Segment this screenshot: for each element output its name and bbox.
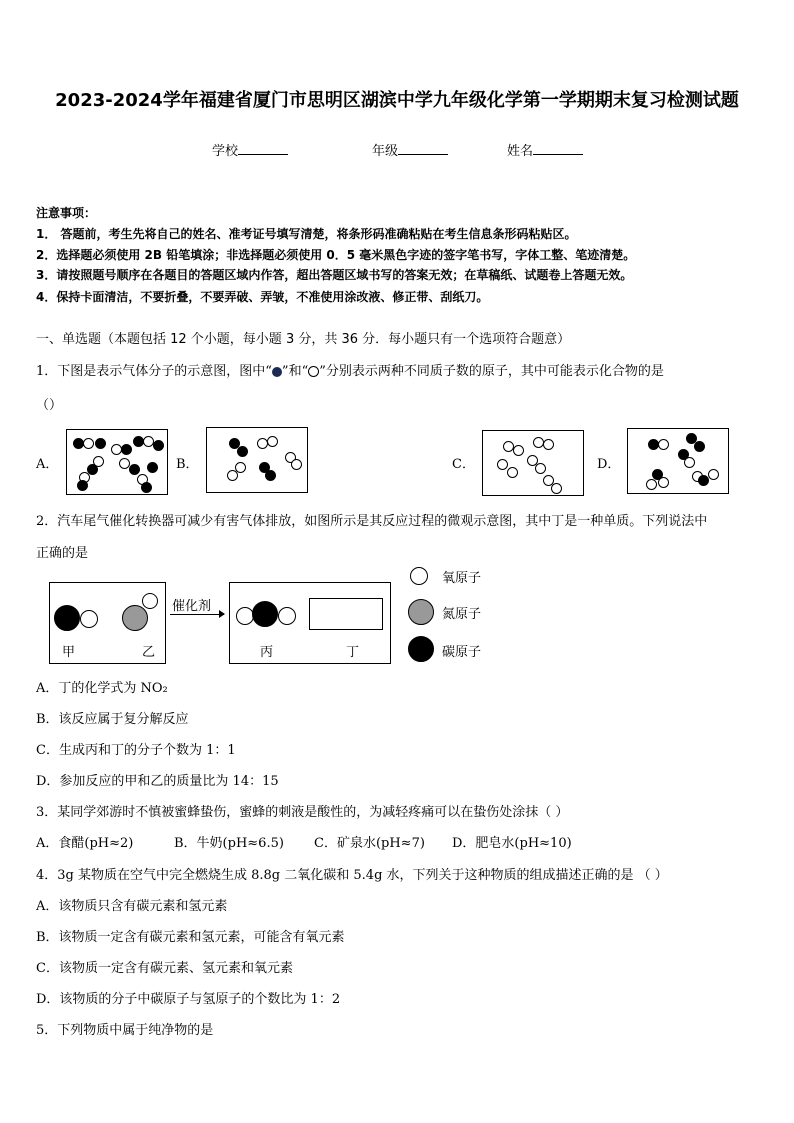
q1-stem-b: ”和“: [281, 364, 309, 379]
legend-nitrogen-label: 氮原子: [442, 607, 482, 622]
atom: [658, 439, 669, 450]
q2-stem-line1: 2．汽车尾气催化转换器可减少有害气体排放，如图所示是其反应过程的微观示意图，其中丁是一种单质。下列说法中: [36, 514, 708, 529]
q2-option-d: D．参加反应的甲和乙的质量比为 14：15: [36, 774, 279, 789]
arrow-head-icon: [219, 610, 225, 618]
name-field: [507, 140, 583, 159]
notice-item: 4．保持卡面清洁，不要折叠，不要弄破、弄皱，不准使用涂改液、修正带、刮纸刀。: [36, 290, 489, 304]
grade-blank: [398, 142, 448, 155]
atom: [543, 439, 554, 450]
atom: [513, 445, 524, 456]
page-title: 2023-2024学年福建省厦门市思明区湖滨中学九年级化学第一学期期末复习检测试题: [55, 90, 739, 111]
catalyst-label: 催化剂: [172, 599, 212, 614]
carbon-atom: [54, 605, 80, 631]
atom: [658, 477, 669, 488]
q3-option-c: C．矿泉水(pH≈7): [314, 836, 425, 851]
school-field: [212, 140, 288, 159]
q2-option-b: B．该反应属于复分解反应: [36, 712, 189, 727]
q4-option-c: C．该物质一定含有碳元素、氢元素和氧元素: [36, 961, 293, 976]
oxygen-atom: [80, 610, 98, 628]
school-blank: [238, 142, 288, 155]
q1-stem-paren: （）: [36, 398, 63, 413]
atom: [227, 470, 238, 481]
q3-stem: 3．某同学郊游时不慎被蜜蜂蛰伤，蜜蜂的刺液是酸性的，为减轻疼痛可以在蛰伤处涂抹（ ）: [36, 805, 569, 820]
reaction-arrow: [170, 614, 224, 615]
q3-option-d: D．肥皂水(pH≈10): [452, 836, 572, 851]
white-atom-icon: [308, 366, 319, 377]
atom: [77, 480, 88, 491]
nitrogen-atom: [122, 605, 148, 631]
q2-option-c: C．生成丙和丁的分子个数为 1：1: [36, 743, 236, 758]
atom: [291, 459, 302, 470]
legend-carbon-label: 碳原子: [442, 645, 482, 660]
atom: [265, 470, 276, 481]
notice-item: 1． 答题前，考生先将自己的姓名、准考证号填写清楚，将条形码准确粘贴在考生信息条形码粘贴区。: [36, 227, 577, 241]
blank-molecule-box: [309, 598, 383, 630]
q1-option-a-diagram: [66, 429, 168, 495]
atom: [237, 446, 248, 457]
grade-label: 年级: [372, 144, 399, 159]
atom: [141, 482, 152, 493]
q4-option-b: B．该物质一定含有碳元素和氢元素，可能含有氧元素: [36, 930, 345, 945]
atom: [708, 469, 719, 480]
atom: [646, 479, 657, 490]
atom: [121, 444, 132, 455]
reactants-box: [49, 582, 166, 664]
legend-oxygen-label: 氧原子: [442, 571, 482, 586]
q1-option-c-diagram: [482, 430, 584, 496]
notice-item: 3．请按照题号顺序在各题目的答题区域内作答，超出答题区域书写的答案无效；在草稿纸、试题卷上答题无效。: [36, 268, 633, 282]
label-yi: 乙: [142, 645, 156, 660]
q1-option-c-label: C．: [452, 457, 475, 472]
q1-stem: [36, 360, 664, 379]
q1-stem-a: 1．下图是表示气体分子的示意图，图中“: [36, 364, 272, 379]
q1-option-a-label: A．: [36, 457, 59, 472]
q5-stem: 5．下列物质中属于纯净物的是: [36, 1023, 214, 1038]
atom: [95, 438, 106, 449]
carbon-atom: [252, 601, 278, 627]
name-label: 姓名: [507, 144, 534, 159]
atom: [507, 467, 518, 478]
label-bing: 丙: [260, 645, 274, 660]
legend-nitrogen-icon: [408, 599, 434, 625]
atom: [83, 438, 94, 449]
q2-option-a: A．丁的化学式为 NO₂: [36, 681, 168, 696]
q1-stem-c: ”分别表示两种不同质子数的原子，其中可能表示化合物的是: [319, 364, 664, 379]
legend-oxygen-icon: [410, 567, 428, 585]
black-atom-icon: [272, 367, 282, 377]
label-jia: 甲: [62, 645, 76, 660]
q4-option-d: D．该物质的分子中碳原子与氢原子的个数比为 1：2: [36, 992, 341, 1007]
products-box: [229, 582, 391, 664]
atom: [698, 475, 709, 486]
oxygen-atom: [142, 593, 158, 609]
notice-heading: 注意事项：: [36, 206, 97, 220]
atom: [551, 483, 562, 494]
atom: [147, 462, 158, 473]
atom: [694, 441, 705, 452]
school-label: 学校: [212, 144, 239, 159]
q1-option-b-label: B．: [176, 457, 199, 472]
q1-option-b-diagram: [206, 427, 308, 493]
atom: [153, 440, 164, 451]
label-ding: 丁: [346, 645, 360, 660]
q4-stem: 4．3g 某物质在空气中完全燃烧生成 8.8g 二氧化碳和 5.4g 水，下列关于这种物质的组成描述正确的是 （ ）: [36, 868, 668, 883]
q1-option-d-diagram: [627, 428, 729, 494]
legend-carbon-icon: [408, 636, 434, 662]
q3-option-b: B．牛奶(pH≈6.5): [174, 836, 284, 851]
notice-item: 2．选择题必须使用 2B 铅笔填涂；非选择题必须使用 0．5 毫米黑色字迹的签字笔书写，字体工整、笔迹清楚。: [36, 248, 636, 262]
q3-option-a: A．食醋(pH≈2): [36, 836, 134, 851]
atom: [129, 464, 140, 475]
oxygen-atom: [278, 607, 296, 625]
q4-option-a: A．该物质只含有碳元素和氢元素: [36, 899, 228, 914]
name-blank: [533, 142, 583, 155]
q1-option-d-label: D．: [597, 457, 621, 472]
atom: [497, 459, 508, 470]
atom: [535, 463, 546, 474]
grade-field: [372, 140, 448, 159]
atom: [267, 436, 278, 447]
atom: [684, 457, 695, 468]
section-heading: 一、单选题（本题包括 12 个小题，每小题 3 分，共 36 分．每小题只有一个选项符合题意）: [36, 332, 571, 347]
q2-stem-line2: 正确的是: [36, 546, 89, 561]
